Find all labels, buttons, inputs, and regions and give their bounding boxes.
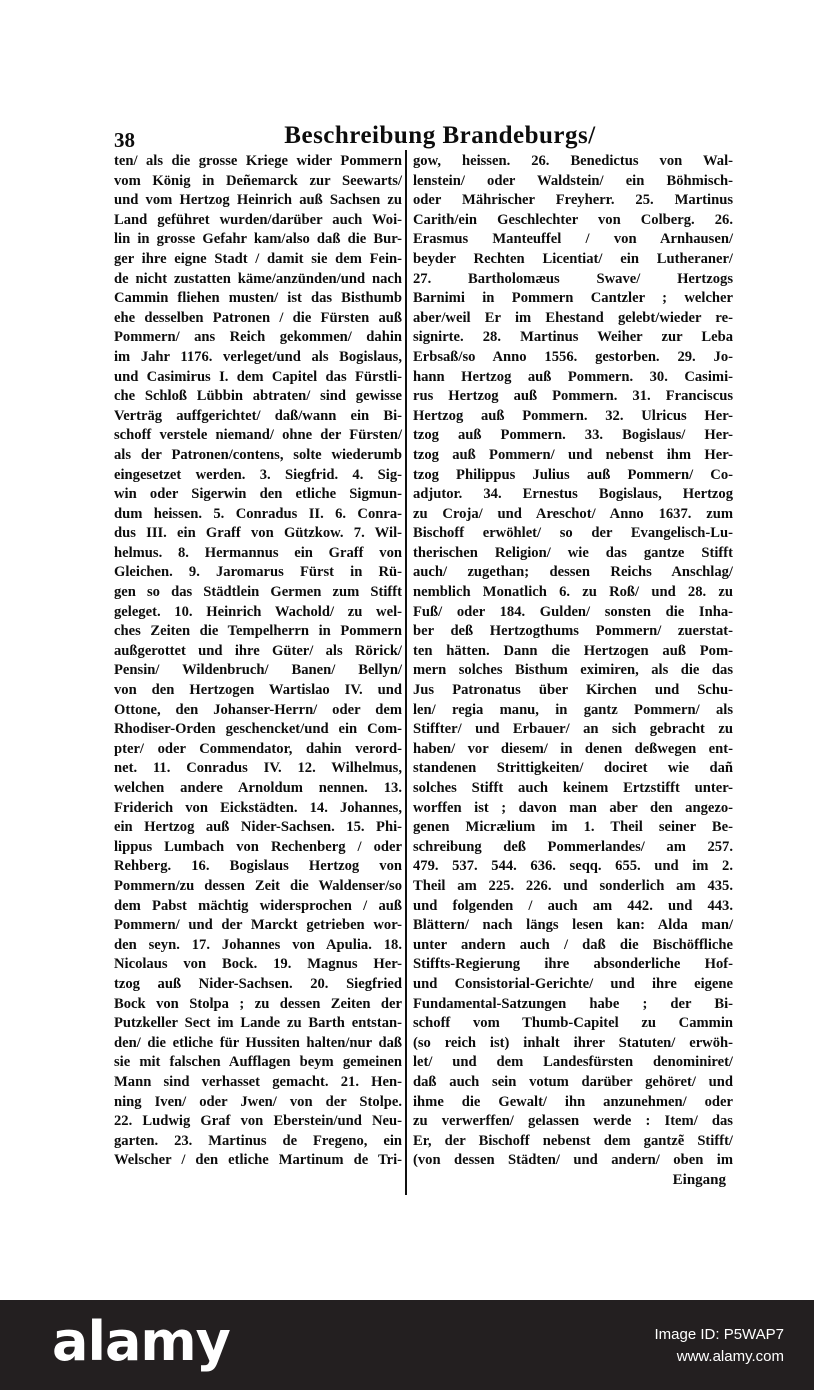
text-line: eingesetzet werden. 3. Siegfrid. 4. Sig- [114, 466, 402, 483]
text-line: ber deß Hertzogthums Pommern/ zuerstat- [413, 623, 733, 640]
catchword: Eingang [672, 1172, 726, 1188]
text-line: gow, heissen. 26. Benedictus von Wal- [413, 153, 733, 169]
text-line: Ottone, den Johanser-Herrn/ oder dem [114, 701, 402, 718]
text-line: Nicolaus von Bock. 19. Magnus Her- [114, 956, 402, 973]
text-line: hann Hertzog auß Pommern. 30. Casimi- [413, 368, 733, 385]
text-line: win oder Sigerwin den etliche Sigmun- [114, 486, 402, 503]
site-url: www.alamy.com [676, 1348, 784, 1365]
text-line: Pommern/ und der Marckt getrieben wor- [114, 917, 402, 934]
text-line: Erbsaß/so Anno 1556. gestorben. 29. Jo- [413, 348, 733, 365]
text-line: schoff vom Thumb-Capitel zu Cammin [413, 1015, 733, 1032]
text-line: 27. Bartholomæus Swave/ Hertzogs [413, 270, 733, 287]
text-line: adjutor. 34. Ernestus Bogislaus, Hertzog [413, 486, 733, 503]
text-line: de nicht zustatten käme/anzünden/und nach [114, 270, 402, 287]
text-line: Pensin/ Wildenbruch/ Banen/ Bellyn/ [114, 662, 402, 679]
text-line: ein Hertzog auß Nider-Sachsen. 15. Phi- [114, 819, 402, 836]
text-line: Gleichen. 9. Jaromarus Fürst in Rü- [114, 564, 402, 581]
text-line: Erasmus Manteuffel / von Arnhausen/ [413, 231, 733, 248]
text-line: unter andern auch / daß die Bischöffliche [413, 936, 733, 953]
text-line: Welscher / den etliche Martinum de Tri- [114, 1152, 402, 1169]
text-line: lin in grosse Gefahr kam/also daß die Bur- [114, 231, 402, 248]
text-line: garten. 23. Martinus de Fregeno, ein [114, 1132, 402, 1149]
text-line: Pommern/zu dessen Zeit die Waldenser/so [114, 877, 402, 894]
text-line: ten hätten. Dann die Hertzogen auß Pom- [413, 642, 733, 659]
text-line: Friderich von Eickstädten. 14. Johannes, [114, 799, 402, 816]
text-line: von den Hertzogen Wartislao IV. und [114, 682, 402, 699]
text-line: Fundamental-Satzungen habe ; der Bi- [413, 995, 733, 1012]
text-line: ger ihre eigne Stadt / damit sie dem Fein- [114, 250, 402, 267]
text-line: let/ und dem Landesfürsten denominiret/ [413, 1054, 733, 1071]
text-line: schoff verstele niemand/ ohne der Fürsten/ [114, 427, 402, 444]
running-title: Beschreibung Brandeburgs/ [284, 122, 596, 149]
text-line: und folgenden / auch am 442. und 443. [413, 897, 733, 914]
watermark-footer [0, 1300, 814, 1390]
text-line: ten/ als die grosse Kriege wider Pommern [114, 153, 402, 169]
text-line: solches Stifft auch keinem Ertzstifft unter- [413, 780, 733, 796]
text-line: ning Iven/ oder Jwen/ von der Stolpe. [114, 1093, 402, 1110]
text-line: (so reich ist) inhalt ihrer Statuten/ erwöh- [413, 1034, 733, 1051]
text-line: tzog Philippus Julius auß Pommern/ Co- [413, 466, 733, 483]
text-line: mern solches Bisthum eximiren, als die das [413, 662, 733, 679]
text-line: Carith/ein Geschlechter von Colberg. 26. [413, 211, 733, 228]
text-line: oder Mährischer Freyherr. 25. Martinus [413, 192, 733, 209]
text-line: pter/ oder Commendator, dahin verord- [114, 740, 402, 757]
text-line: sie mit falschen Aufflagen beym gemeinen [114, 1054, 402, 1071]
text-line: therischen Religion/ wie das gantze Stifft [413, 544, 733, 561]
text-line: dum heissen. 5. Conradus II. 6. Conra- [114, 505, 402, 522]
text-line: daß auch sein votum darüber gehöret/ und [413, 1073, 733, 1090]
text-line: Bischoff erwöhlet/ so der Evangelisch-Lu- [413, 525, 733, 542]
text-line: zu verwerffen/ gelassen werde : Item/ das [413, 1113, 733, 1130]
text-line: Theil am 225. 226. und sonderlich am 435. [413, 877, 733, 894]
text-line: Rhodiser-Orden geschencket/und ein Com- [114, 721, 402, 738]
text-line: (von dessen Städten/ und andern/ oben im [413, 1152, 733, 1169]
text-line: lenstein/ oder Waldstein/ ein Böhmisch- [413, 172, 733, 189]
text-line: vom König in Deñemarck zur Seewarts/ [114, 172, 402, 189]
text-line: net. 11. Conradus IV. 12. Wilhelmus, [114, 760, 402, 777]
text-line: 479. 537. 544. 636. seqq. 655. und im 2. [413, 858, 733, 875]
text-line: tzog auß Nider-Sachsen. 20. Siegfried [114, 975, 402, 992]
text-line: tzog auß Pommern. 33. Bogislaus/ Her- [413, 427, 733, 444]
text-line: als der Patronen/contens, solte wiederumb [114, 446, 402, 463]
text-line: und Casimirus I. dem Capitel das Fürstli- [114, 368, 402, 385]
right-column [413, 152, 733, 1171]
text-line: len/ regia manu, in gantz Pommern/ als [413, 701, 733, 718]
text-line: ihme die Gewalt/ ihn anzunehmen/ oder [413, 1093, 733, 1110]
text-line: beyder Rechten Licentiat/ ein Lutheraner/ [413, 250, 733, 267]
text-line: Rehberg. 16. Bogislaus Hertzog von [114, 858, 402, 875]
text-line: signirte. 28. Martinus Weiher zur Leba [413, 329, 733, 346]
text-line: Stiffter/ und Erbauer/ an sich gebracht zu [413, 721, 733, 738]
text-line: auch/ zugethan; dessen Reichs Anschlag/ [413, 564, 733, 581]
text-line: und Consistorial-Gerichte/ und ihre eigene [413, 975, 733, 992]
page-number: 38 [114, 128, 135, 152]
left-column [114, 152, 402, 1171]
text-line: helmus. 8. Hermannus ein Graff von [114, 544, 402, 561]
text-line: 22. Ludwig Graf von Eberstein/und Neu- [114, 1113, 402, 1130]
text-line: den seyn. 17. Johannes von Apulia. 18. [114, 936, 402, 953]
text-line: Er, der Bischoff nebenst dem gantzẽ Stifft/ [413, 1132, 733, 1149]
text-line: Stiffts-Regierung ihre absonderliche Hof- [413, 956, 733, 973]
footer-info [655, 1324, 785, 1368]
text-line: aber/weil Er im Ehestand gelebt/wieder re- [413, 309, 733, 326]
text-line: worffen ist ; davon man aber den angezo- [413, 799, 733, 816]
text-line: den/ die etliche für Hussiten halten/nur daß [114, 1034, 402, 1051]
text-line: dem Pabst mächtig widersprochen / auß [114, 897, 402, 914]
text-line: ches Zeiten die Tempelherrn in Pommern [114, 623, 402, 640]
text-line: Barnimi in Pommern Cantzler ; welcher [413, 290, 733, 307]
text-line: haben/ vor diesem/ in denen deßwegen ent- [413, 740, 733, 757]
text-line: Blättern/ nach längs lesen kan: Alda man/ [413, 917, 733, 934]
text-line: Mann sind verhasset gemacht. 21. Hen- [114, 1073, 402, 1090]
text-line: gen so das Städtlein Germen zum Stifft [114, 584, 402, 601]
text-line: Fuß/ oder 184. Gulden/ sonsten die Inha- [413, 603, 733, 620]
text-line: dus III. ein Graff von Gützkow. 7. Wil- [114, 525, 402, 542]
image-id: Image ID: P5WAP7 [654, 1326, 784, 1343]
text-line: zu Croja/ und Areschot/ Anno 1637. zum [413, 505, 733, 522]
text-line: Bock von Stolpa ; zu dessen Zeiten der [114, 995, 402, 1012]
column-divider [405, 150, 407, 1195]
text-line: Putzkeller Sect im Lande zu Barth entstan- [114, 1015, 402, 1032]
text-line: im Jahr 1176. verleget/und als Bogislaus, [114, 348, 402, 365]
text-line: Pommern/ ans Reich gekommen/ dahin [114, 329, 402, 346]
text-line: che Schloß Lübbin abtraten/ sind gewisse [114, 388, 402, 405]
text-line: Land geführet wurden/darüber auch Woi- [114, 211, 402, 228]
text-line: geleget. 10. Heinrich Wachold/ zu wel- [114, 603, 402, 620]
text-line: ehe desselben Patronen / die Fürsten auß [114, 309, 402, 326]
text-line: rus Hertzog auß Pommern. 31. Franciscus [413, 388, 733, 405]
text-line: welchen andere Arnoldum nennen. 13. [114, 780, 402, 796]
text-line: standenen Strittigkeiten/ dociret wie dañ [413, 760, 733, 777]
text-line: und vom Hertzog Heinrich auß Sachsen zu [114, 192, 402, 209]
text-line: genen Micrælium im 1. Theil seiner Be- [413, 819, 733, 836]
text-line: tzog auß Pommern/ und nebenst ihm Her- [413, 446, 733, 463]
text-line: Cammin fliehen musten/ ist das Bisthumb [114, 290, 402, 307]
text-line: Verträg auffgerichtet/ daß/wann ein Bi- [114, 407, 402, 424]
text-line: lippus Lumbach von Rechenberg / oder [114, 838, 402, 855]
text-line: nemblich Monatlich 6. zu Roß/ und 28. zu [413, 584, 733, 601]
alamy-logo: alamy [52, 1310, 230, 1373]
text-line: Jus Patronatus über Kirchen und Schu- [413, 682, 733, 699]
text-line: schreibung deß Pommerlandes/ am 257. [413, 838, 733, 855]
text-line: Hertzog auß Pommern. 32. Ulricus Her- [413, 407, 733, 424]
text-line: außgerottet und ihre Güter/ als Rörick/ [114, 642, 402, 659]
